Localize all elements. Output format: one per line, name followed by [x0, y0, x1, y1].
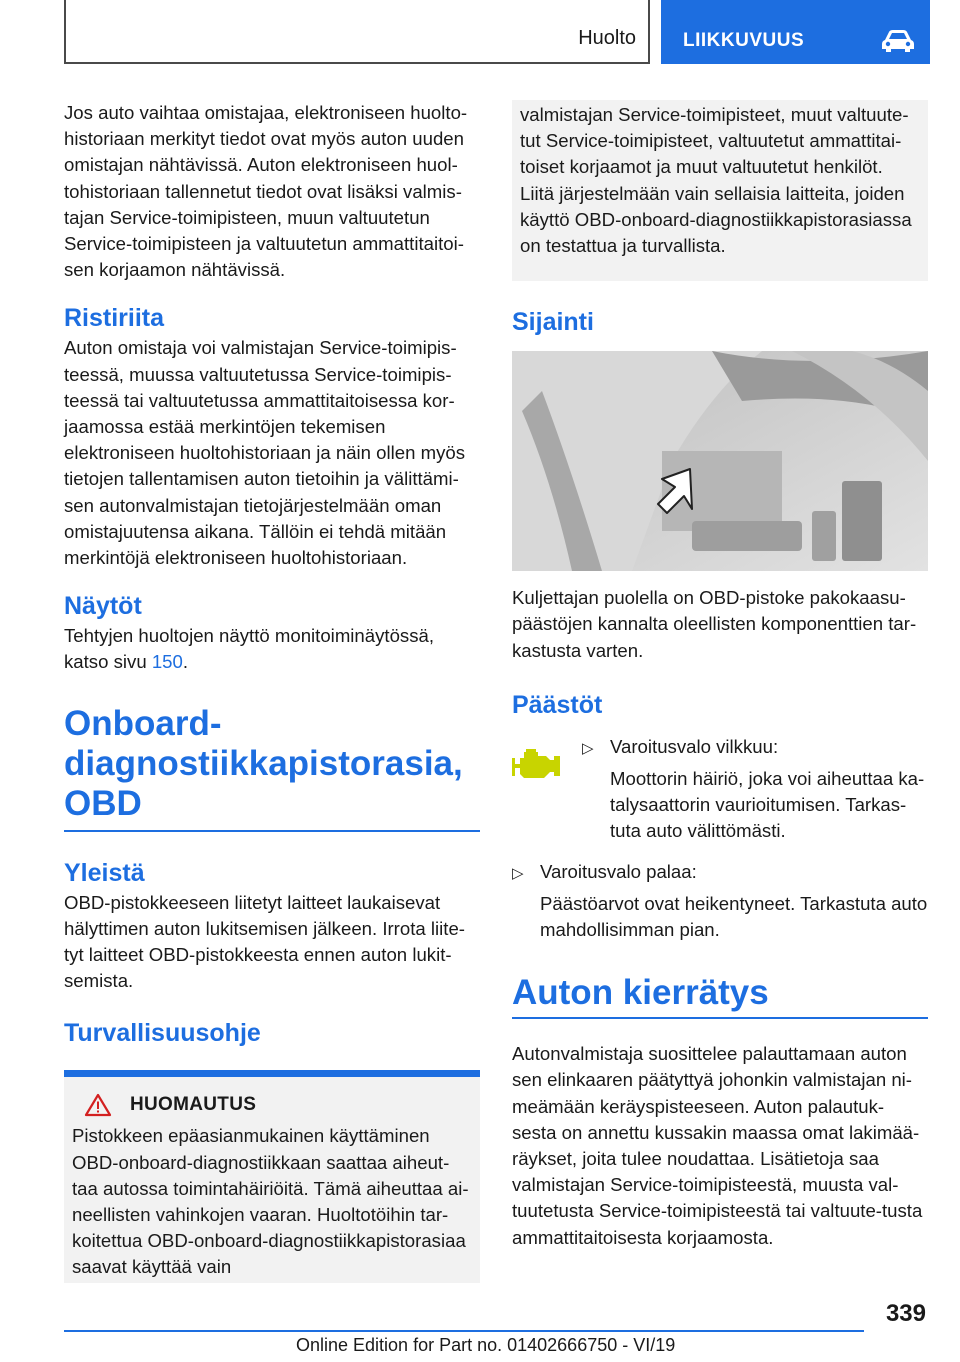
- warning-body: [64, 1077, 480, 1282]
- warning-triangle-icon: [84, 1093, 112, 1117]
- heading-yleista: Yleistä: [64, 858, 145, 887]
- right-column: [512, 100, 928, 1251]
- engine-warning-icon: [512, 748, 564, 782]
- heading-turvallisuusohje: Turvallisuusohje: [64, 1019, 261, 1048]
- warning-header: [72, 1077, 472, 1117]
- engine-icon-cell: [512, 734, 582, 845]
- bullet-item: [512, 859, 928, 944]
- intro-paragraph: Jos auto vaihtaa omistajaa, elektroniseen huolto-historiaan merkityt tiedot ovat myös auton uuden omistajan nähtävissä. Auton elektroniseen huol-tohistoriaan tallennetut tiedot ovat lisäksi valmis-tajan Service-toimipisteen, muun valtuutetun Service-toimipisteen ja valtuutetun ammattitaitoi-sen korjaamon nähtävissä.: [64, 102, 468, 281]
- heading-paastot: Päästöt: [512, 690, 603, 719]
- header-chapter-label: LIIKKUVUUS: [683, 30, 805, 51]
- left-column: [64, 100, 480, 1283]
- warning-bar: [64, 1070, 480, 1077]
- warning-paragraph: Pistokkeen epäasianmukainen käyttäminen OBD-onboard-diagnostiikkaan saattaa aiheut-taa autossa toimintahäiriöitä. Tämä aiheuttaa ai-neellisten vahinkojen vaaran. Huoltotöihin tar-koitettua OBD-onboard-diagnostiikkapistorasiaa saavat käyttää vain: [72, 1125, 469, 1278]
- warning-continuation-box: [512, 100, 928, 281]
- header-chapter-tab[interactable]: [661, 0, 930, 64]
- heading-obd: [64, 704, 480, 824]
- naytot-end: .: [182, 651, 189, 673]
- obd-heading-rule: [64, 830, 480, 832]
- bullet-2-text: Päästöarvot ovat heikentyneet. Tarkastuta auto mahdollisimman pian.: [540, 892, 928, 941]
- page-header: [64, 0, 930, 66]
- naytot-text: Tehtyjen huoltojen näyttö monitoiminäytössä, katso sivu: [64, 625, 435, 673]
- kierratys-heading-rule: [512, 1017, 928, 1019]
- heading-kierratys: Auton kierrätys: [512, 973, 769, 1013]
- paastot-bullets: [582, 734, 928, 845]
- bullet-triangle-icon: ▷: [512, 864, 524, 882]
- warning-box: [64, 1070, 480, 1282]
- yleista-paragraph: OBD-pistokkeeseen liitetyt laitteet laukaisevat hälyttimen auton lukitsemisen jälkeen. Irrota liite-tyt laitteet OBD-pistokkeesta ennen auton lukit-semista.: [64, 891, 465, 992]
- heading-ristiriita: Ristiriita: [64, 304, 165, 333]
- ristiriita-paragraph: Auton omistaja voi valmistajan Service-toimipis-teessä, muussa valtuutetussa Service-toimipis-teessä tai valtuutetussa ammattitaitoisessa kor-jaamossa estää merkintöjen tekemisen elektroniseen huoltohistoriaan ja näin ollen myös tietojen tallentamisen auton tietoihin ja välittämi-sen autonvalmistajan tietojärjestelmään oman omistajuutensa aikana. Tällöin ei tehdä mitään merkintöjä elektroniseen huoltohistoriaan.: [64, 337, 466, 569]
- warning-title: HUOMAUTUS: [130, 1094, 257, 1116]
- header-section-title: Huolto: [578, 27, 636, 49]
- header-section-box: [64, 0, 650, 64]
- bullet-item: [582, 734, 928, 845]
- paastot-block: [512, 734, 928, 845]
- page-link-150[interactable]: 150: [151, 651, 183, 673]
- footer-edition: Online Edition for Part no. 01402666750 - VI/19: [296, 1335, 676, 1355]
- obd-location-illustration: [512, 351, 928, 571]
- warning-continuation-paragraph: valmistajan Service-toimipisteet, muut valtuute-tut Service-toimipisteet, valtuutetut ammattitai-toiset korjaamot ja muut valtuutetut henkilöt. Liitä järjestelmään vain sellaisia laitteita, joiden käyttö OBD-onboard-diagnostiikkapistorasiassa on testattua ja turvallista.: [520, 104, 912, 257]
- car-icon: [880, 28, 916, 54]
- bullet-2-label: Varoitusvalo palaa:: [540, 860, 697, 882]
- bullet-1-label: Varoitusvalo vilkkuu:: [610, 735, 779, 757]
- sijainti-caption: Kuljettajan puolella on OBD-pistoke pakokaasu-päästöjen kannalta oleellisten komponenttien tar-kastusta varten.: [512, 587, 917, 661]
- heading-obd-line-1: Onboard-: [64, 703, 222, 743]
- bullet-triangle-icon: ▷: [582, 739, 594, 757]
- footer-rule: [64, 1330, 864, 1332]
- heading-naytot: Näytöt: [64, 592, 142, 621]
- naytot-paragraph: [64, 623, 480, 675]
- heading-obd-line-3: OBD: [64, 783, 142, 823]
- page-number: 339: [885, 1300, 926, 1327]
- kierratys-paragraph: Autonvalmistaja suosittelee palauttamaan auton sen elinkaaren päätyttyä johonkin valmistajan ni-meämään keräyspisteeseen. Auton palautuk-sesta on annettu kussakin maassa omat lakimää-räykset, joita tulee noudattaa. Lisätietoja saa valmistajan Service-toimipisteestä, muusta val-tuutetusta Service-toimipisteestä tai valtuute-tusta ammattitaitoisesta korjaamosta.: [512, 1043, 923, 1248]
- obd-location-photo: [512, 351, 928, 571]
- bullet-1-text: Moottorin häiriö, joka voi aiheuttaa ka-talysaattorin vaurioitumisen. Tarkas-tuta auto välittömästi.: [610, 768, 925, 842]
- heading-obd-line-2: diagnostiikkapistorasia,: [64, 743, 463, 783]
- heading-sijainti: Sijainti: [512, 308, 594, 337]
